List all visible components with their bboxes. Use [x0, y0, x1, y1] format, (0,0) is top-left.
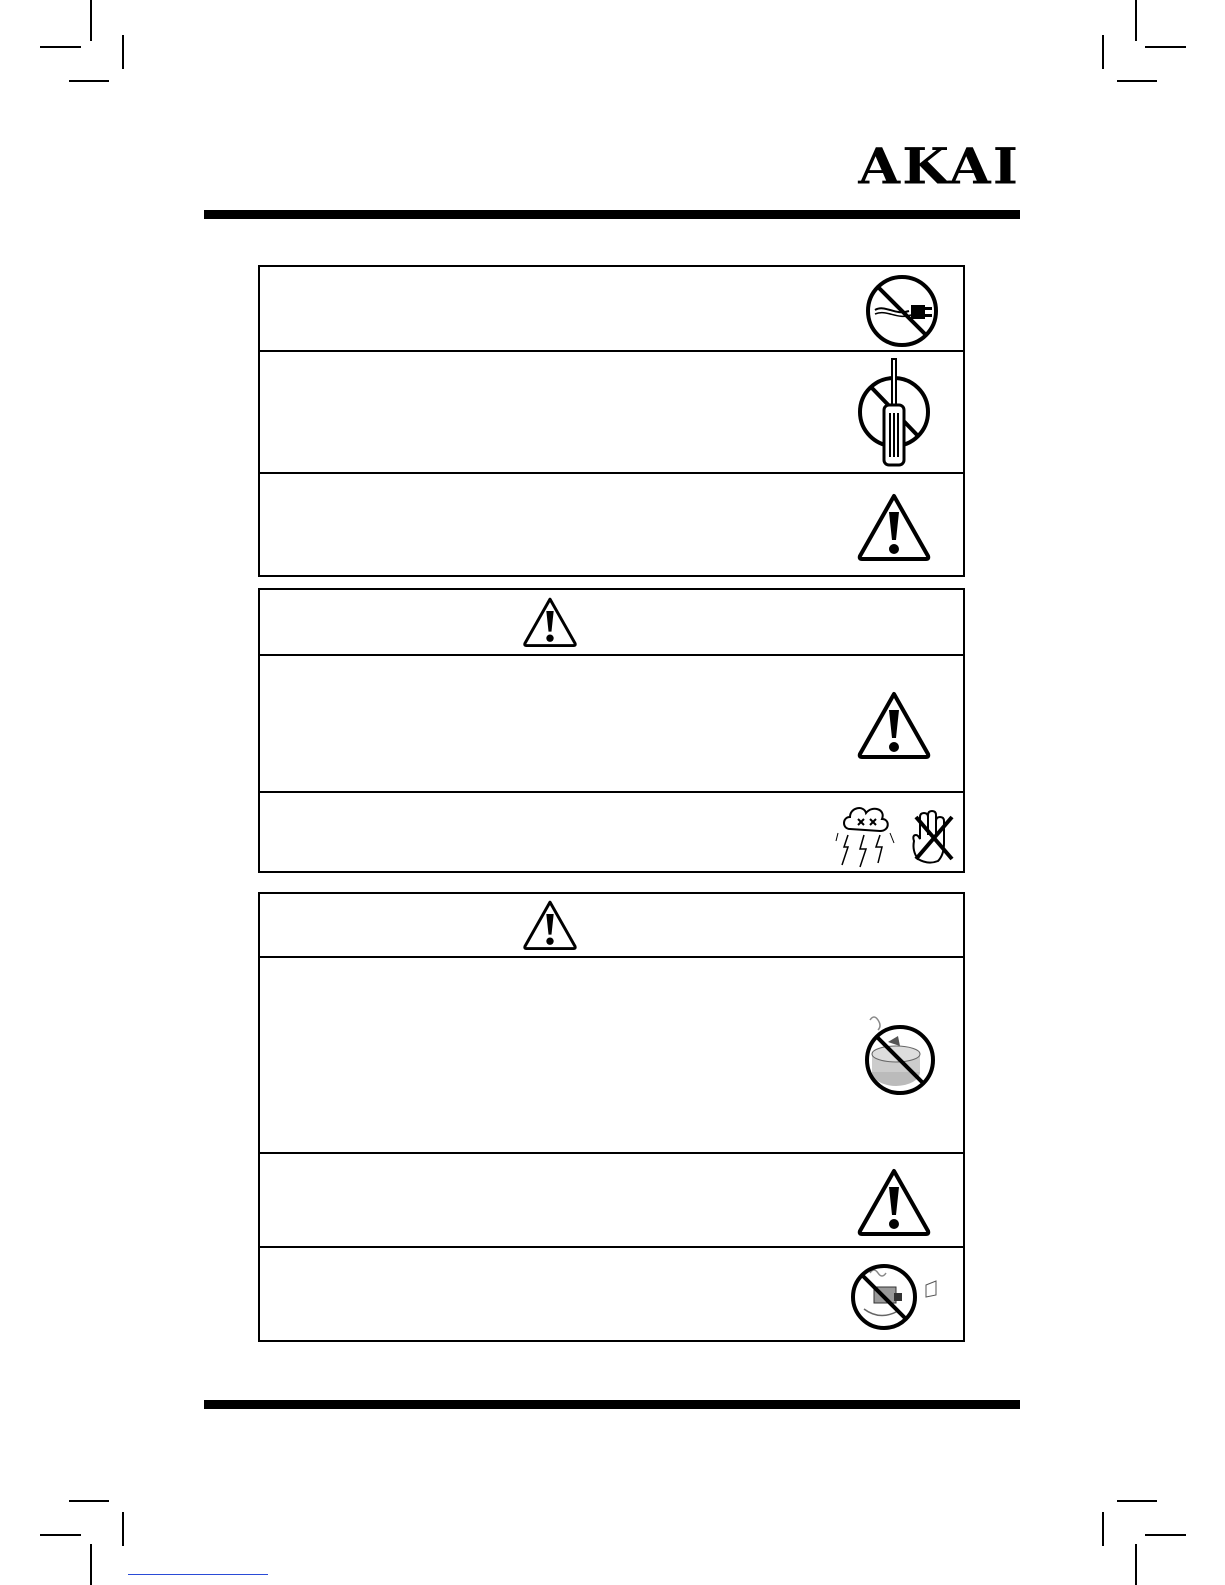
safety-section-2: [258, 588, 965, 873]
no-touch-hand-icon: [906, 807, 956, 867]
footer-rule: [204, 1400, 1020, 1409]
section-header: [260, 894, 963, 958]
warning-triangle-icon: [856, 690, 932, 760]
warning-triangle-icon: [522, 596, 578, 648]
safety-row: [260, 793, 963, 873]
safety-row: [260, 474, 963, 577]
thunderstorm-icon: [834, 803, 898, 869]
no-heat-source-icon: [864, 1014, 936, 1096]
link-underline: [128, 1574, 268, 1575]
safety-row: [260, 958, 963, 1154]
safety-section-3: [258, 892, 965, 1342]
no-heat-vent-icon: [850, 1259, 942, 1331]
safety-row: [260, 352, 963, 474]
safety-section-1: [258, 265, 965, 577]
header-rule: [204, 210, 1020, 219]
safety-row: [260, 1248, 963, 1342]
section-header: [260, 590, 963, 656]
warning-triangle-icon: [856, 492, 932, 562]
safety-row: [260, 656, 963, 793]
no-cord-damage-icon: [865, 274, 941, 348]
warning-triangle-icon: [856, 1167, 932, 1237]
brand-logo: AKAI: [858, 136, 1020, 196]
safety-row: [260, 267, 963, 352]
safety-row: [260, 1154, 963, 1248]
no-disassembly-icon: [857, 357, 937, 469]
warning-triangle-icon: [522, 899, 578, 951]
